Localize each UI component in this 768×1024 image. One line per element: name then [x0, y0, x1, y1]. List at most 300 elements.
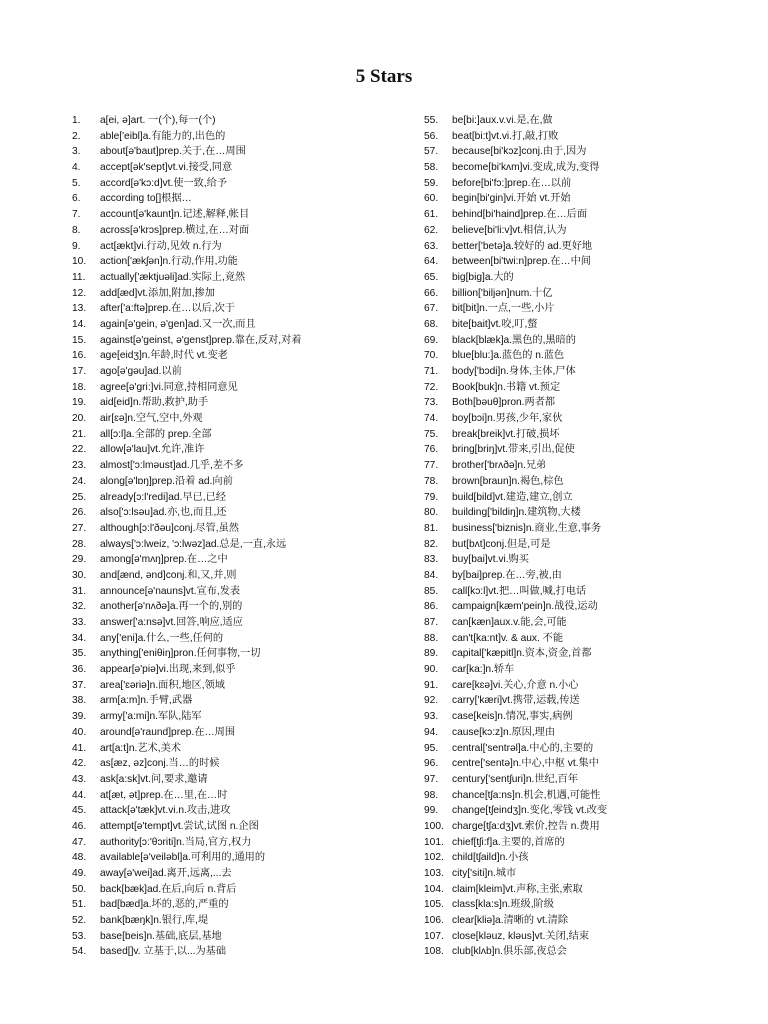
list-item — [424, 819, 760, 835]
list-item — [424, 442, 760, 458]
entry-number: 33. — [72, 617, 87, 628]
entry-text: by[bai]prep.在…旁,被,由 — [452, 569, 562, 581]
entry-number: 20. — [72, 413, 87, 425]
list-item — [72, 113, 412, 129]
entry-number: 6. — [72, 193, 81, 205]
list-item — [424, 678, 760, 694]
entry-number: 98. — [424, 789, 439, 801]
list-item — [72, 191, 412, 207]
entry-number: 31. — [72, 585, 87, 597]
entry-text: aid[eid]n.帮助,救护,助手 — [100, 397, 209, 409]
entry-number: 53. — [72, 930, 87, 942]
entry-number: 9. — [72, 240, 81, 252]
entry-text: around[ə'raund]prep.在…周围 — [100, 726, 236, 738]
list-item — [424, 427, 760, 443]
entry-text: able['eibl]a.有能力的,出色的 — [100, 130, 226, 142]
list-item — [424, 788, 760, 804]
list-item — [72, 380, 412, 396]
list-item — [72, 286, 412, 302]
entry-text: campaign[kæm'pein]n.战役,运动 — [452, 601, 598, 613]
entry-number: 86. — [424, 601, 439, 613]
entry-number: 1. — [72, 115, 81, 126]
entry-number: 88. — [424, 632, 439, 644]
entry-text: blue[blu:]a.蓝色的 n.蓝色 — [452, 350, 565, 362]
entry-number: 91. — [424, 679, 439, 691]
list-item — [72, 615, 412, 631]
list-item — [424, 144, 760, 160]
list-item — [72, 725, 412, 741]
list-item — [424, 239, 760, 255]
entry-number: 84. — [424, 569, 439, 581]
entry-number: 108. — [424, 946, 444, 958]
list-item — [424, 835, 760, 851]
entry-text: based[]v. 立基于,以...为基础 — [100, 946, 227, 958]
entry-number: 58. — [424, 162, 439, 174]
entry-number: 13. — [72, 303, 87, 315]
list-item — [424, 474, 760, 490]
list-item — [72, 850, 412, 866]
list-item — [72, 819, 412, 835]
entry-text: brown[braun]n.褐色,棕色 — [452, 475, 564, 487]
entry-number: 89. — [424, 648, 439, 660]
entry-number: 32. — [72, 601, 87, 613]
entry-text: already[ɔ:l'redi]ad.早已,已经 — [100, 491, 226, 503]
entry-number: 104. — [424, 883, 444, 895]
entry-number: 94. — [424, 726, 439, 738]
entry-text: bit[bit]n.一点,一些,小片 — [452, 303, 555, 315]
entry-number: 4. — [72, 162, 81, 174]
entry-text: child[tʃaild]n.小孩 — [452, 852, 529, 864]
entry-number: 70. — [424, 350, 439, 362]
entry-number: 92. — [424, 695, 439, 707]
list-item — [424, 584, 760, 600]
entry-number: 66. — [424, 287, 439, 299]
list-item — [72, 239, 412, 255]
entry-text: call[kɔ:l]vt.把…叫做,喊,打电话 — [452, 585, 587, 597]
entry-number: 24. — [72, 475, 87, 487]
entry-text: body['bɔdi]n.身体,主体,尸体 — [452, 366, 576, 377]
entry-text: at[æt, ət]prep.在…里,在…时 — [100, 789, 228, 801]
entry-number: 18. — [72, 381, 87, 393]
list-item — [72, 709, 412, 725]
entry-text: although[ɔ:l'ðəu]conj.尽管,虽然 — [100, 522, 239, 534]
list-item — [424, 599, 760, 615]
list-item — [72, 395, 412, 411]
list-item — [424, 176, 760, 192]
entry-text: capital['kæpitl]n.资本,资金,首都 — [452, 648, 592, 660]
entry-text: can[kæn]aux.v.能,会,可能 — [452, 617, 567, 628]
list-item — [72, 427, 412, 443]
entry-text: Book[buk]n.书籍 vt.预定 — [452, 381, 561, 393]
entry-number: 54. — [72, 946, 87, 958]
list-item — [72, 144, 412, 160]
list-item — [72, 364, 412, 380]
entry-number: 37. — [72, 679, 87, 691]
list-item — [424, 191, 760, 207]
list-item — [72, 505, 412, 521]
list-item — [424, 286, 760, 302]
entry-text: carry['kæri]vt.携带,运载,传送 — [452, 695, 580, 707]
entry-text: authority[ɔ:'θɔriti]n.当局,官方,权力 — [100, 836, 252, 848]
list-item — [424, 348, 760, 364]
entry-number: 36. — [72, 664, 87, 676]
list-item — [72, 788, 412, 804]
entry-text: against[ə'geinst, ə'genst]prep.靠在,反对,对着 — [100, 334, 302, 346]
list-item — [424, 395, 760, 411]
entry-text: always['ɔ:lweiz, 'ɔ:lwəz]ad.总是,一直,永远 — [100, 538, 287, 550]
entry-number: 55. — [424, 115, 439, 126]
entry-text: because[bi'kɔz]conj.由于,因为 — [452, 146, 587, 158]
entry-number: 47. — [72, 836, 87, 848]
list-item — [72, 490, 412, 506]
list-item — [72, 866, 412, 882]
list-item — [72, 693, 412, 709]
entry-number: 105. — [424, 899, 444, 911]
entry-number: 74. — [424, 413, 439, 425]
entry-number: 90. — [424, 664, 439, 676]
entry-number: 95. — [424, 742, 439, 754]
entry-number: 75. — [424, 428, 439, 440]
list-item — [424, 552, 760, 568]
entry-text: agree[ə'gri:]vi.同意,持相同意见 — [100, 381, 238, 393]
list-item — [72, 631, 412, 647]
entry-text: city['siti]n.城市 — [452, 868, 517, 879]
entry-text: and[ænd, ənd]conj.和,又,并,则 — [100, 569, 237, 581]
list-item — [424, 270, 760, 286]
entry-number: 57. — [424, 146, 439, 158]
entry-text: answer['a:nsə]vt.回答,响应,适应 — [100, 617, 243, 628]
entry-text: allow[ə'lau]vt.允许,准许 — [100, 444, 205, 456]
list-item — [72, 552, 412, 568]
entry-text: cause[kɔ:z]n.原因,理由 — [452, 726, 556, 738]
list-item — [72, 741, 412, 757]
list-item — [72, 411, 412, 427]
list-item — [424, 803, 760, 819]
entry-number: 103. — [424, 868, 444, 879]
entry-text: attack[ə'tæk]vt.vi.n.攻击,进攻 — [100, 805, 231, 817]
entry-text: beat[bi:t]vt.vi.打,敲,打败 — [452, 130, 559, 142]
entry-text: Both[bəuθ]pron.两者都 — [452, 397, 556, 409]
entry-number: 71. — [424, 366, 439, 377]
entry-text: close[kləuz, kləus]vt.关闭,结束 — [452, 930, 590, 942]
entry-text: along[ə'lɒŋ]prep.沿着 ad.向前 — [100, 475, 233, 487]
entry-number: 19. — [72, 397, 87, 409]
list-item — [72, 333, 412, 349]
entry-text: announce[ə'nauns]vt.宣布,发表 — [100, 585, 241, 597]
list-item — [424, 380, 760, 396]
entry-text: care[kɛə]vi.关心,介意 n.小心 — [452, 679, 579, 691]
list-item — [424, 882, 760, 898]
entry-text: bank[bæŋk]n.银行,库,堤 — [100, 915, 209, 927]
entry-number: 46. — [72, 820, 87, 832]
entry-number: 41. — [72, 742, 87, 754]
entry-text: be[bi:]aux.v.vi.是,在,做 — [452, 115, 553, 126]
list-item — [424, 490, 760, 506]
entry-text: boy[bɔi]n.男孩,少年,家伙 — [452, 413, 563, 425]
list-item — [424, 537, 760, 553]
entry-text: class[kla:s]n.班级,阶级 — [452, 899, 554, 911]
entry-number: 14. — [72, 318, 87, 330]
list-item — [424, 364, 760, 380]
list-item — [424, 756, 760, 772]
entry-number: 49. — [72, 868, 87, 879]
entry-number: 78. — [424, 475, 439, 487]
list-item — [424, 850, 760, 866]
entry-number: 51. — [72, 899, 87, 911]
entry-text: clear[kliə]a.清晰的 vt.清除 — [452, 915, 569, 927]
entry-number: 77. — [424, 460, 439, 472]
entry-text: behind[bi'haind]prep.在…后面 — [452, 209, 588, 221]
entry-number: 29. — [72, 554, 87, 566]
list-item — [72, 442, 412, 458]
entry-text: after['a:ftə]prep.在…以后,次于 — [100, 303, 235, 315]
entry-number: 79. — [424, 491, 439, 503]
entry-number: 2. — [72, 130, 81, 142]
entry-number: 102. — [424, 852, 444, 864]
entry-number: 25. — [72, 491, 87, 503]
entry-text: accord[ə'kɔ:d]vt.使一致,给予 — [100, 177, 228, 189]
entry-text: appear[ə'piə]vi.出现,来到,似乎 — [100, 664, 236, 676]
entry-text: attempt[ə'tempt]vt.尝试,试图 n.企图 — [100, 820, 259, 832]
entry-text: break[breik]vt.打破,损坏 — [452, 428, 560, 440]
list-item — [424, 458, 760, 474]
entry-number: 17. — [72, 366, 87, 377]
list-item — [72, 474, 412, 490]
entry-text: base[beis]n.基础,底层,基地 — [100, 930, 222, 942]
entry-text: centre['sentə]n.中心,中枢 vt.集中 — [452, 758, 599, 770]
entry-number: 45. — [72, 805, 87, 817]
entry-number: 23. — [72, 460, 87, 472]
entry-text: century['sentʃuri]n.世纪,百年 — [452, 773, 578, 785]
list-item — [72, 897, 412, 913]
entry-text: area['ɛəriə]n.面积,地区,领域 — [100, 679, 225, 691]
entry-number: 82. — [424, 538, 439, 550]
entry-number: 61. — [424, 209, 439, 221]
entry-text: accept[ək'sept]vt.vi.接受,同意 — [100, 162, 233, 174]
list-item — [72, 678, 412, 694]
entry-number: 56. — [424, 130, 439, 142]
entry-text: anything['eniθiŋ]pron.任何事物,一切 — [100, 648, 261, 660]
entry-text: among[ə'mʌŋ]prep.在…之中 — [100, 554, 228, 566]
entry-number: 81. — [424, 522, 439, 534]
list-item — [424, 709, 760, 725]
list-item — [72, 646, 412, 662]
word-list-right — [424, 113, 760, 960]
list-item — [72, 882, 412, 898]
entry-number: 35. — [72, 648, 87, 660]
entry-text: any['eni]a.什么,一些,任何的 — [100, 632, 224, 644]
entry-number: 44. — [72, 789, 87, 801]
list-item — [72, 929, 412, 945]
entry-text: club[klʌb]n.俱乐部,夜总会 — [452, 946, 567, 958]
list-item — [424, 741, 760, 757]
list-item — [424, 333, 760, 349]
entry-number: 26. — [72, 507, 87, 519]
entry-number: 96. — [424, 758, 439, 770]
list-item — [424, 521, 760, 537]
entry-text: act[ækt]vi.行动,见效 n.行为 — [100, 240, 222, 252]
entry-number: 93. — [424, 711, 439, 723]
entry-text: away[ə'wei]ad.离开,远离,...去 — [100, 868, 232, 879]
entry-number: 28. — [72, 538, 87, 550]
entry-text: big[big]a.大的 — [452, 271, 514, 283]
list-item — [72, 803, 412, 819]
entry-number: 60. — [424, 193, 439, 205]
entry-text: age[eidʒ]n.年龄,时代 vt.变老 — [100, 350, 228, 362]
entry-text: again[ə'gein, ə'gen]ad.又一次,而且 — [100, 318, 256, 330]
list-item — [424, 725, 760, 741]
list-item — [72, 913, 412, 929]
list-item — [72, 568, 412, 584]
entry-text: air[ɛə]n.空气,空中,外观 — [100, 413, 203, 425]
list-item — [72, 772, 412, 788]
entry-text: but[bʌt]conj.但是,可是 — [452, 538, 551, 550]
list-item — [424, 646, 760, 662]
list-item — [72, 223, 412, 239]
list-item — [424, 944, 760, 960]
entry-text: all[ɔ:l]a.全部的 prep.全部 — [100, 428, 212, 440]
entry-text: about[ə'baut]prep.关于,在…周围 — [100, 146, 246, 158]
list-item — [72, 537, 412, 553]
list-item — [72, 270, 412, 286]
word-list-left — [72, 113, 412, 960]
list-item — [72, 254, 412, 270]
entry-text: action['ækʃən]n.行动,作用,功能 — [100, 256, 238, 268]
entry-number: 30. — [72, 569, 87, 581]
entry-number: 50. — [72, 883, 87, 895]
entry-number: 39. — [72, 711, 87, 723]
entry-text: begin[bi'gin]vi.开始 vt.开始 — [452, 193, 571, 205]
entry-number: 22. — [72, 444, 87, 456]
entry-text: army['a:mi]n.军队,陆军 — [100, 711, 202, 723]
entry-text: better['betə]a.较好的 ad.更好地 — [452, 240, 593, 252]
list-item — [424, 693, 760, 709]
list-item — [72, 176, 412, 192]
entry-number: 15. — [72, 334, 87, 346]
entry-number: 48. — [72, 852, 87, 864]
list-item — [424, 568, 760, 584]
list-item — [424, 662, 760, 678]
entry-text: actually['æktjuəli]ad.实际上,竟然 — [100, 271, 246, 283]
list-item — [424, 897, 760, 913]
entry-text: believe[bi'li:v]vt.相信,认为 — [452, 224, 567, 236]
entry-number: 73. — [424, 397, 439, 409]
entry-number: 83. — [424, 554, 439, 566]
entry-number: 38. — [72, 695, 87, 707]
entry-number: 69. — [424, 334, 439, 346]
entry-number: 12. — [72, 287, 87, 299]
entry-text: arm[a:m]n.手臂,武器 — [100, 695, 193, 707]
entry-text: also['ɔ:lsəu]ad.亦,也,而且,还 — [100, 507, 227, 519]
entry-text: across[ə'krɔs]prep.横过,在…对面 — [100, 224, 250, 236]
entry-number: 11. — [72, 271, 86, 283]
list-item — [72, 521, 412, 537]
list-item — [72, 835, 412, 851]
entry-text: buy[bai]vt.vi.购买 — [452, 554, 529, 566]
entry-number: 107. — [424, 930, 444, 942]
entry-text: ask[a:sk]vt.问,要求,邀请 — [100, 773, 208, 785]
entry-text: before[bi'fɔ:]prep.在…以前 — [452, 177, 572, 189]
list-item — [424, 929, 760, 945]
list-item — [72, 160, 412, 176]
entry-number: 10. — [72, 256, 87, 268]
list-item — [72, 207, 412, 223]
list-item — [424, 160, 760, 176]
entry-text: back[bæk]ad.在后,向后 n.背后 — [100, 883, 237, 895]
entry-text: chance[tʃa:ns]n.机会,机遇,可能性 — [452, 789, 601, 801]
list-item — [424, 301, 760, 317]
list-item — [424, 223, 760, 239]
entry-text: brother['brʌðə]n.兄弟 — [452, 460, 547, 472]
list-item — [72, 301, 412, 317]
list-item — [424, 913, 760, 929]
list-item — [72, 348, 412, 364]
entry-number: 34. — [72, 632, 87, 644]
entry-number: 68. — [424, 318, 439, 330]
list-item — [72, 458, 412, 474]
entry-text: as[æz, əz]conj.当…的时候 — [100, 758, 220, 770]
entry-text: build[bild]vt.建造,建立,创立 — [452, 491, 573, 503]
list-item — [424, 772, 760, 788]
entry-text: account[ə'kaunt]n.记述,解释,帐目 — [100, 209, 250, 221]
entry-text: building['bildiŋ]n.建筑物,大楼 — [452, 507, 581, 519]
entry-number: 3. — [72, 146, 81, 158]
list-item — [424, 129, 760, 145]
entry-text: charge[tʃa:dʒ]vt.索价,控告 n.费用 — [452, 820, 600, 832]
entry-number: 16. — [72, 350, 87, 362]
entry-number: 80. — [424, 507, 439, 519]
list-item — [72, 317, 412, 333]
entry-number: 106. — [424, 915, 444, 927]
entry-number: 5. — [72, 177, 81, 189]
entry-number: 76. — [424, 444, 439, 456]
list-item — [424, 113, 760, 129]
list-item — [424, 254, 760, 270]
list-item — [72, 662, 412, 678]
entry-number: 8. — [72, 224, 81, 236]
list-item — [424, 615, 760, 631]
list-item — [424, 866, 760, 882]
entry-text: case[keis]n.情况,事实,病例 — [452, 711, 573, 723]
entry-text: bring[briŋ]vt.带来,引出,促使 — [452, 444, 575, 456]
entry-text: bite[bait]vt.咬,叮,螫 — [452, 318, 538, 330]
entry-text: black[blæk]a.黑色的,黑暗的 — [452, 334, 576, 346]
list-item — [72, 756, 412, 772]
entry-text: become[bi'kʌm]vi.变成,成为,变得 — [452, 162, 600, 174]
entry-number: 97. — [424, 773, 439, 785]
list-item — [424, 411, 760, 427]
list-item — [72, 944, 412, 960]
list-item — [72, 599, 412, 615]
entry-number: 101. — [424, 836, 444, 848]
entry-text: central['sentrəl]a.中心的,主要的 — [452, 742, 594, 754]
entry-number: 100. — [424, 820, 444, 832]
entry-number: 67. — [424, 303, 439, 315]
entry-text: bad[bæd]a.坏的,恶的,严重的 — [100, 899, 229, 911]
page-title: 5 Stars — [355, 66, 413, 87]
entry-text: claim[kleim]vt.声称,主张,索取 — [452, 883, 583, 895]
entry-number: 21. — [72, 428, 87, 440]
entry-number: 62. — [424, 224, 439, 236]
entry-text: almost['ɔ:lməust]ad.几乎,差不多 — [100, 460, 244, 472]
entry-text: available[ə'veiləbl]a.可利用的,通用的 — [100, 852, 266, 864]
entry-number: 52. — [72, 915, 87, 927]
entry-text: between[bi'twi:n]prep.在…中间 — [452, 256, 591, 268]
entry-number: 42. — [72, 758, 87, 770]
entry-number: 65. — [424, 271, 439, 283]
entry-number: 85. — [424, 585, 439, 597]
entry-text: add[æd]vt.添加,附加,掺加 — [100, 287, 215, 299]
